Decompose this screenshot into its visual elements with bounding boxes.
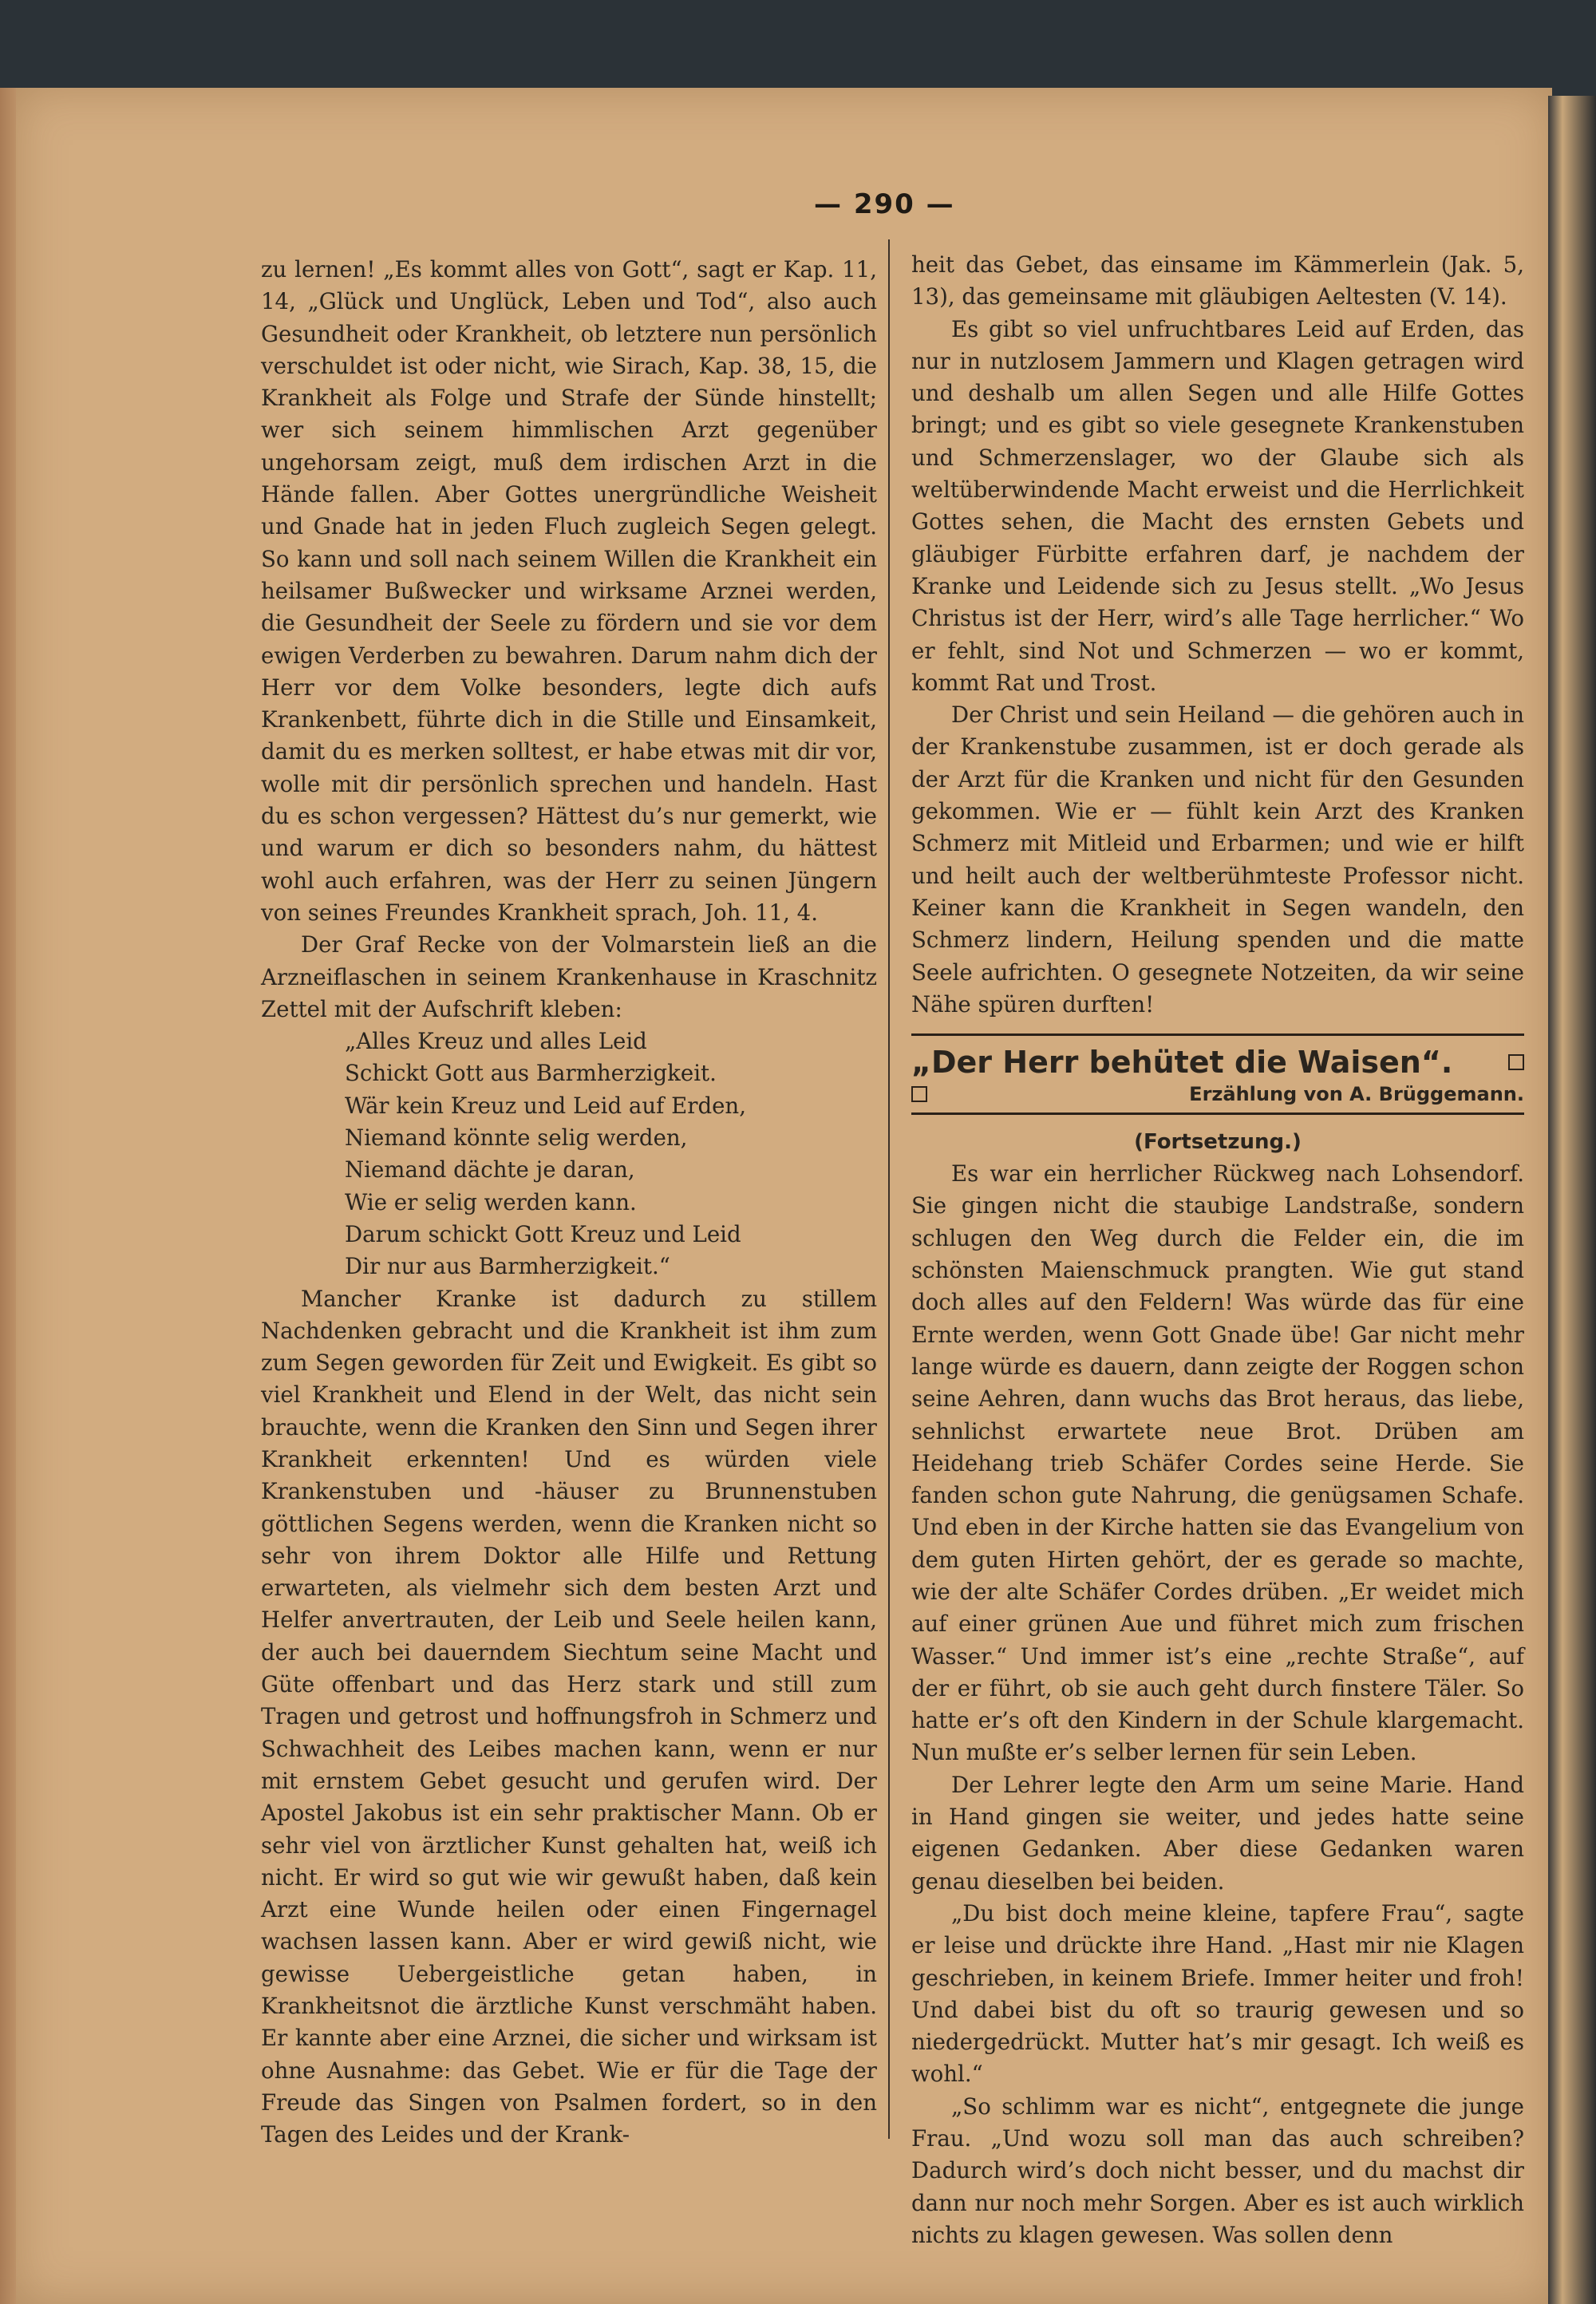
story-byline-row xyxy=(911,1081,1524,1108)
column-divider xyxy=(888,239,890,2139)
right-paragraph-1: heit das Gebet, das einsame im Kämmerlein (Jak. 5, 13), das gemeinsame mit gläubigen Aeltesten (V. 14). xyxy=(911,251,1524,310)
story-byline: Erzählung von A. Brüggemann. xyxy=(1189,1083,1524,1106)
right-paragraph-5: Der Lehrer legte den Arm um seine Marie. Hand in Hand gingen sie weiter, und jedes hatte seine eigenen Gedanken. Aber diese Gedanken waren genau dieselben bei beiden. xyxy=(911,1771,1524,1895)
left-paragraph-2: Der Graf Recke von der Volmarstein ließ an die Arzneiflaschen in seinem Krankenhause in Kraschnitz Zettel mit der Aufschrift kleben: xyxy=(261,931,877,1022)
left-paragraph-3: Mancher Kranke ist dadurch zu stillem Nachdenken gebracht und die Krankheit ist ihm zum zum Segen geworden für Zeit und Ewigkeit. Es gibt so viel Krankheit und Elend in der Welt, das nicht sein brauchte, wenn die Kranken den Sinn und Segen ihrer Krankheit erkennten! Und es würden viele Krankenstuben und -häuser zu Brunnenstuben göttlichen Segens werden, wenn die Kranken nicht so sehr von ihrem Doktor alle Hilfe und Rettung erwarteten, als vielmehr sich dem besten Arzt und Helfer anvertrauten, der Leib und Seele heilen kann, der auch bei dauerndem Siechtum seine Macht und Güte offenbart und das Herz stark und still zum Tragen und getrost und hoffnungsfroh in Schmerz und Schwachheit des Leibes machen kann, wenn er nur mit ernstem Gebet gesucht und gerufen wird. Der Apostel Jakobus ist ein sehr praktischer Mann. Ob er sehr viel von ärztlicher Kunst gehalten hat, weiß ich nicht. Er wird so gut wie wir gewußt haben, daß kein Arzt eine Wunde heilen oder einen Fingernagel wachsen lassen kann. Aber er wird gewiß nicht, wie gewisse Uebergeistliche getan haben, in Krankheitsnot die ärztliche Kunst verschmäht haben. Er kannte aber eine Arznei, die sicher und wirksam ist ohne Ausnahme: das Gebet. Wie er für die Tage der Freude das Singen von Psalmen fordert, so in den Tagen des Leides und der Krank- xyxy=(261,1285,877,2148)
right-paragraph-3: Der Christ und sein Heiland — die gehören auch in der Krankenstube zusammen, ist er doch gerade als der Arzt für die Kranken und nicht für den Gesunden gekommen. Wie er — fühlt kein Arzt des Kranken Schmerz mit Mitleid und Erbarmen; und wie er hilft und heilt auch der weltberühmteste Professor nicht. Keiner kann die Krankheit in Segen wandeln, den Schmerz lindern, Heilung spenden und die matte Seele aufrichten. O gesegnete Notzeiten, da wir seine Nähe spüren durften! xyxy=(911,701,1524,1018)
verse-line: Niemand könnte selig werden, xyxy=(345,1124,688,1152)
right-paragraph-4: Es war ein herrlicher Rückweg nach Lohsendorf. Sie gingen nicht die staubige Landstraße, sondern schlugen den Weg durch die Felder ein, die im schönsten Maienschmuck prangten. Wie gut stand doch alles auf den Feldern! Was würde das für eine Ernte werden, wenn Gott Gnade übe! Gar nicht mehr lange würde es dauern, dann zeigte der Roggen schon seine Aehren, dann wuchs das Brot heraus, das liebe, sehnlichst erwartete neue Brot. Drüben am Heidehang trieb Schäfer Cordes seine Herde. Sie fanden schon gute Nahrung, die genügsamen Schafe. Und eben in der Kirche hatten sie das Evangelium von dem guten Hirten gehört, der es gerade so machte, wie der alte Schäfer Cordes drüben. „Er weidet mich auf einer grünen Aue und führet mich zum frischen Wasser.“ Und immer ist’s eine „rechte Straße“, auf der er führt, ob sie auch geht durch finstere Täler. So hatte er’s oft den Kindern in der Schule klargemacht. Nun mußte er’s selber lernen für sein Leben. xyxy=(911,1160,1524,1766)
verse-line: Wie er selig werden kann. xyxy=(345,1188,637,1215)
book-edge-right xyxy=(1548,96,1596,2304)
story-title: „Der Herr behütet die Waisen“. xyxy=(911,1045,1453,1081)
continuation-label: (Fortsetzung.) xyxy=(1134,1130,1302,1155)
square-ornament-icon xyxy=(1508,1054,1524,1070)
story-title-row xyxy=(911,1044,1524,1081)
right-paragraph-7: „So schlimm war es nicht“, entgegnete die junge Frau. „Und wozu soll man das auch schreiben? Dadurch wird’s doch nicht besser, und du machst dir dann nur noch mehr Sorgen. Aber es ist auch wirklich nichts zu klagen gewesen. Was sollen denn xyxy=(911,2093,1524,2248)
verse-line: Schickt Gott aus Barmherzigkeit. xyxy=(345,1060,717,1087)
left-column xyxy=(261,254,877,2152)
page-number: — 290 — xyxy=(814,188,955,220)
verse-line: „Alles Kreuz und alles Leid xyxy=(345,1028,647,1055)
right-paragraph-2: Es gibt so viel unfruchtbares Leid auf Erden, das nur in nutzlosem Jammern und Klagen getragen wird und deshalb um allen Segen und alle Hilfe Gottes bringt; und es gibt so viele gesegnete Krankenstuben und Schmerzenslager, wo der Glaube sich als weltüberwindende Macht erweist und die Herrlichkeit Gottes sehen, die Macht des ernsten Gebets und gläubiger Fürbitte erfahren darf, je nachdem der Kranke und Leidende sich zu Jesus stellt. „Wo Jesus Christus ist der Herr, wird’s alle Tage herrlicher.“ Wo er fehlt, sind Not und Schmerzen — wo er kommt, kommt Rat und Trost. xyxy=(911,315,1524,696)
right-column xyxy=(911,249,1524,2251)
verse-block xyxy=(261,1026,877,1282)
verse-line: Darum schickt Gott Kreuz und Leid xyxy=(345,1220,741,1247)
story-header xyxy=(911,1033,1524,1115)
right-paragraph-6: „Du bist doch meine kleine, tapfere Frau“, sagte er leise und drückte ihre Hand. „Hast mir nie Klagen geschrieben, in keinem Briefe. Immer heiter und froh! Und dabei bist du oft so traurig gewesen und so niedergedrückt. Mutter hat’s mir gesagt. Ich weiß es wohl.“ xyxy=(911,1899,1524,2088)
verse-line: Wär kein Kreuz und Leid auf Erden, xyxy=(345,1092,746,1119)
verse-line: Dir nur aus Barmherzigkeit.“ xyxy=(345,1253,670,1280)
verse-line: Niemand dächte je daran, xyxy=(345,1156,635,1184)
left-paragraph-1: zu lernen! „Es kommt alles von Gott“, sagt er Kap. 11, 14, „Glück und Unglück, Leben und Tod“, also auch Gesundheit oder Krankheit, ob letztere nun persönlich verschuldet ist oder nicht, wie Sirach, Kap. 38, 15, die Krankheit als Folge und Strafe der Sünde hinstellt; wer sich seinem himmlischen Arzt gegenüber ungehorsam zeigt, muß dem irdischen Arzt in die Hände fallen. Aber Gottes unergründliche Weisheit und Gnade hat in jeden Fluch zugleich Segen gelegt. So kann und soll nach seinem Willen die Krankheit ein heilsamer Bußwecker und wirksame Arznei werden, die Gesundheit der Seele zu fördern und sie vor dem ewigen Verderben zu bewahren. Darum nahm dich der Herr vor dem Volke besonders, legte dich aufs Krankenbett, führte dich in die Stille und Einsamkeit, damit du es merken solltest, er habe etwas mit dir vor, wolle mit dir persönlich sprechen und handeln. Hast du es schon vergessen? Hättest du’s nur gemerkt, wie und warum er dich so besonders nahm, du hättest wohl auch erfahren, was der Herr zu seinen Jüngern von seines Freundes Krankheit sprach, Joh. 11, 4. xyxy=(261,256,877,926)
square-ornament-icon xyxy=(911,1086,927,1102)
